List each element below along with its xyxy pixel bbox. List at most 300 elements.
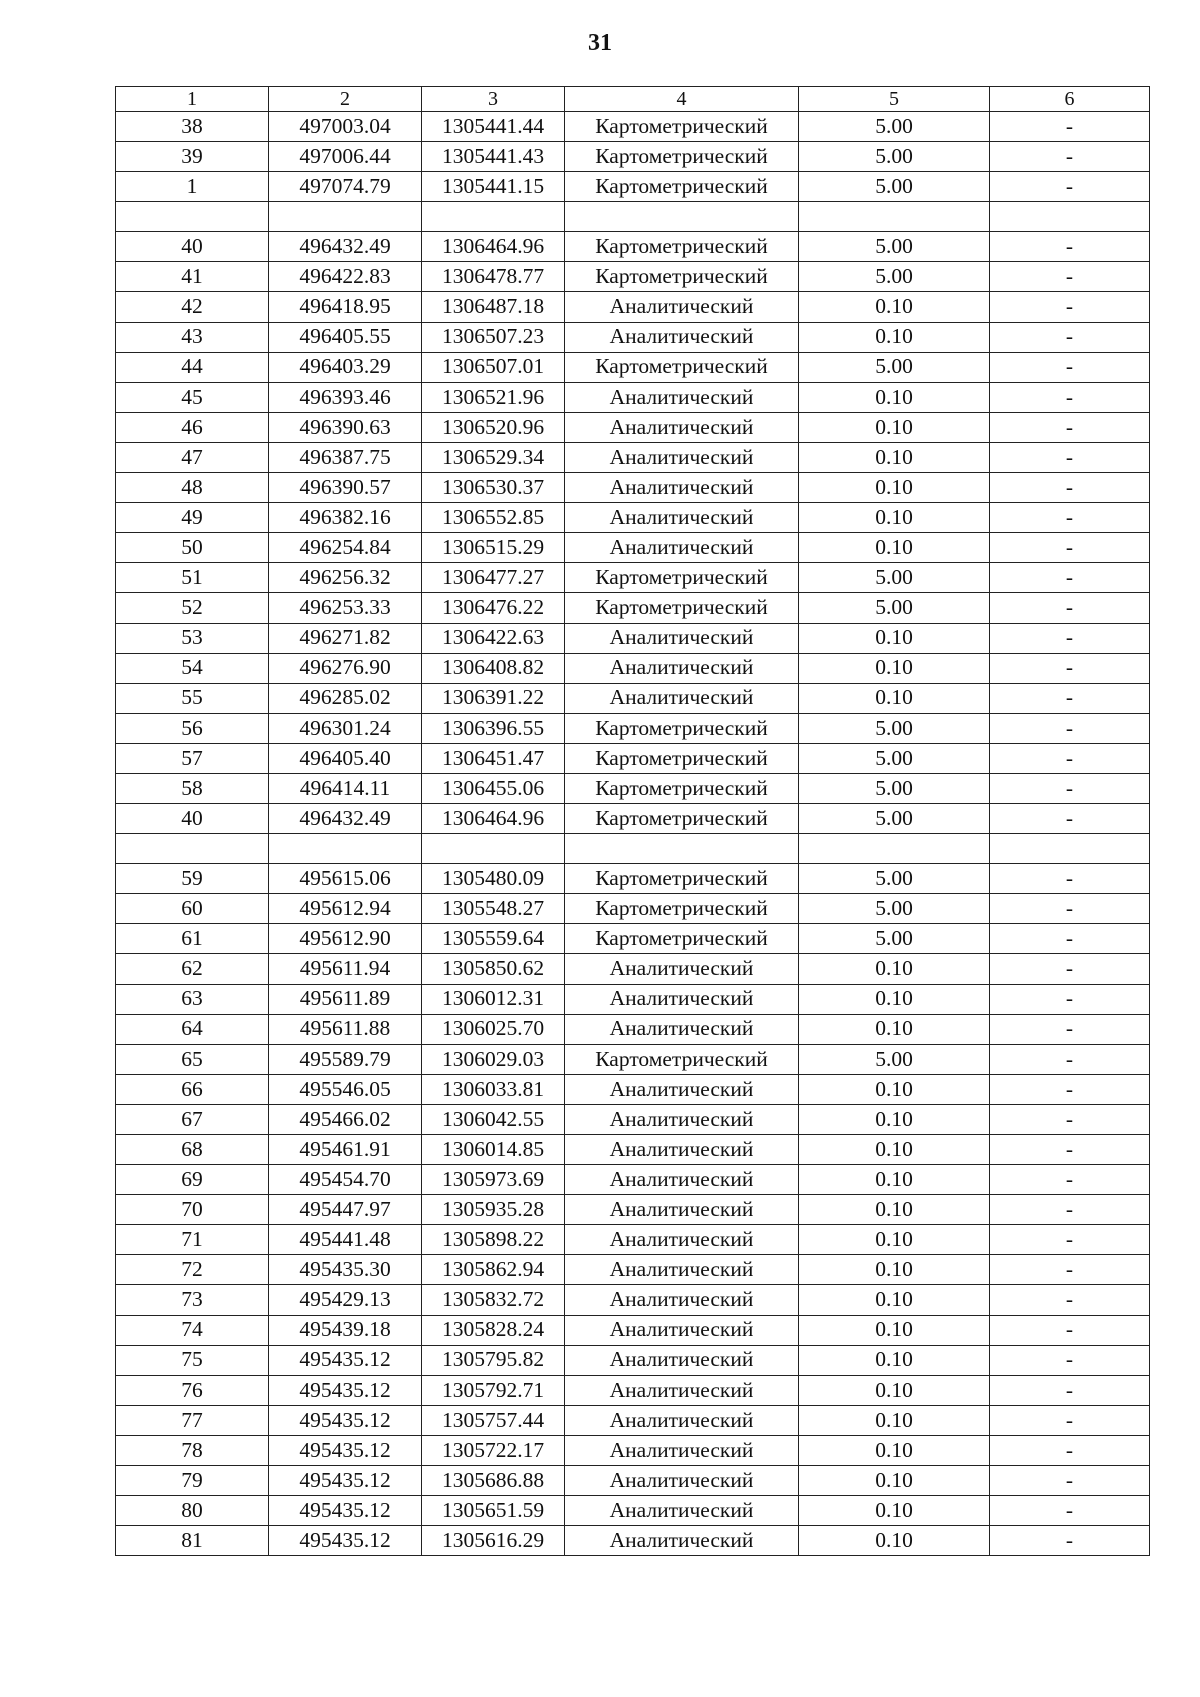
note-cell: - bbox=[990, 984, 1150, 1014]
note-cell: - bbox=[990, 773, 1150, 803]
note-cell: - bbox=[990, 653, 1150, 683]
point-number-cell bbox=[116, 202, 269, 232]
x-coordinate-cell: 495435.12 bbox=[269, 1526, 422, 1556]
x-coordinate-cell: 496382.16 bbox=[269, 503, 422, 533]
note-cell: - bbox=[990, 292, 1150, 322]
accuracy-cell: 5.00 bbox=[799, 924, 990, 954]
point-number-cell: 70 bbox=[116, 1195, 269, 1225]
method-cell: Аналитический bbox=[565, 533, 799, 563]
x-coordinate-cell: 495435.30 bbox=[269, 1255, 422, 1285]
accuracy-cell: 5.00 bbox=[799, 172, 990, 202]
y-coordinate-cell: 1305441.15 bbox=[422, 172, 565, 202]
point-number-cell: 66 bbox=[116, 1074, 269, 1104]
y-coordinate-cell: 1306507.23 bbox=[422, 322, 565, 352]
x-coordinate-cell: 495435.12 bbox=[269, 1435, 422, 1465]
note-cell: - bbox=[990, 1405, 1150, 1435]
x-coordinate-cell: 495461.91 bbox=[269, 1135, 422, 1165]
point-number-cell: 52 bbox=[116, 593, 269, 623]
table-row bbox=[116, 1345, 1150, 1375]
accuracy-cell: 0.10 bbox=[799, 442, 990, 472]
table-header-row bbox=[116, 87, 1150, 112]
y-coordinate-cell: 1305616.29 bbox=[422, 1526, 565, 1556]
y-coordinate-cell: 1306552.85 bbox=[422, 503, 565, 533]
note-cell: - bbox=[990, 473, 1150, 503]
table-row bbox=[116, 1225, 1150, 1255]
y-coordinate-cell: 1306476.22 bbox=[422, 593, 565, 623]
table-row bbox=[116, 623, 1150, 653]
note-cell bbox=[990, 834, 1150, 864]
x-coordinate-cell: 495439.18 bbox=[269, 1315, 422, 1345]
x-coordinate-cell: 495435.12 bbox=[269, 1375, 422, 1405]
y-coordinate-cell: 1305862.94 bbox=[422, 1255, 565, 1285]
method-cell: Картометрический bbox=[565, 112, 799, 142]
note-cell bbox=[990, 202, 1150, 232]
table-row bbox=[116, 1405, 1150, 1435]
point-number-cell: 69 bbox=[116, 1165, 269, 1195]
x-coordinate-cell: 496256.32 bbox=[269, 563, 422, 593]
x-coordinate-cell: 495615.06 bbox=[269, 864, 422, 894]
y-coordinate-cell: 1305441.44 bbox=[422, 112, 565, 142]
point-number-cell: 65 bbox=[116, 1044, 269, 1074]
x-coordinate-cell: 495441.48 bbox=[269, 1225, 422, 1255]
accuracy-cell: 5.00 bbox=[799, 713, 990, 743]
table-spacer-row bbox=[116, 202, 1150, 232]
table-row bbox=[116, 232, 1150, 262]
x-coordinate-cell: 497003.04 bbox=[269, 112, 422, 142]
note-cell: - bbox=[990, 804, 1150, 834]
point-number-cell: 50 bbox=[116, 533, 269, 563]
note-cell: - bbox=[990, 503, 1150, 533]
accuracy-cell: 0.10 bbox=[799, 1466, 990, 1496]
accuracy-cell: 0.10 bbox=[799, 1014, 990, 1044]
method-cell: Аналитический bbox=[565, 1375, 799, 1405]
point-number-cell: 54 bbox=[116, 653, 269, 683]
accuracy-cell: 0.10 bbox=[799, 683, 990, 713]
y-coordinate-cell: 1306451.47 bbox=[422, 743, 565, 773]
method-cell: Аналитический bbox=[565, 1104, 799, 1134]
accuracy-cell: 5.00 bbox=[799, 352, 990, 382]
x-coordinate-cell: 495611.89 bbox=[269, 984, 422, 1014]
x-coordinate-cell: 497006.44 bbox=[269, 142, 422, 172]
method-cell: Аналитический bbox=[565, 1466, 799, 1496]
note-cell: - bbox=[990, 713, 1150, 743]
table-row bbox=[116, 442, 1150, 472]
method-cell: Аналитический bbox=[565, 503, 799, 533]
y-coordinate-cell: 1305850.62 bbox=[422, 954, 565, 984]
note-cell: - bbox=[990, 1135, 1150, 1165]
point-number-cell: 72 bbox=[116, 1255, 269, 1285]
accuracy-cell: 0.10 bbox=[799, 382, 990, 412]
note-cell: - bbox=[990, 1195, 1150, 1225]
y-coordinate-cell bbox=[422, 202, 565, 232]
note-cell: - bbox=[990, 1074, 1150, 1104]
point-number-cell: 60 bbox=[116, 894, 269, 924]
point-number-cell: 42 bbox=[116, 292, 269, 322]
y-coordinate-cell: 1306487.18 bbox=[422, 292, 565, 322]
table-row bbox=[116, 142, 1150, 172]
y-coordinate-cell: 1306529.34 bbox=[422, 442, 565, 472]
point-number-cell: 51 bbox=[116, 563, 269, 593]
x-coordinate-cell: 496393.46 bbox=[269, 382, 422, 412]
point-number-cell: 38 bbox=[116, 112, 269, 142]
method-cell: Картометрический bbox=[565, 894, 799, 924]
accuracy-cell: 5.00 bbox=[799, 773, 990, 803]
table-row bbox=[116, 1285, 1150, 1315]
table-row bbox=[116, 382, 1150, 412]
y-coordinate-cell: 1306029.03 bbox=[422, 1044, 565, 1074]
table-row bbox=[116, 713, 1150, 743]
method-cell: Картометрический bbox=[565, 804, 799, 834]
y-coordinate-cell: 1305559.64 bbox=[422, 924, 565, 954]
note-cell: - bbox=[990, 172, 1150, 202]
table-row bbox=[116, 593, 1150, 623]
y-coordinate-cell: 1306391.22 bbox=[422, 683, 565, 713]
x-coordinate-cell: 496422.83 bbox=[269, 262, 422, 292]
point-number-cell: 48 bbox=[116, 473, 269, 503]
method-cell: Аналитический bbox=[565, 984, 799, 1014]
x-coordinate-cell: 496254.84 bbox=[269, 533, 422, 563]
x-coordinate-cell: 496403.29 bbox=[269, 352, 422, 382]
table-row bbox=[116, 683, 1150, 713]
point-number-cell bbox=[116, 834, 269, 864]
accuracy-cell: 0.10 bbox=[799, 1225, 990, 1255]
x-coordinate-cell: 495546.05 bbox=[269, 1074, 422, 1104]
x-coordinate-cell: 495612.94 bbox=[269, 894, 422, 924]
point-number-cell: 56 bbox=[116, 713, 269, 743]
x-coordinate-cell bbox=[269, 834, 422, 864]
accuracy-cell: 0.10 bbox=[799, 1526, 990, 1556]
note-cell: - bbox=[990, 1285, 1150, 1315]
y-coordinate-cell: 1306507.01 bbox=[422, 352, 565, 382]
accuracy-cell: 5.00 bbox=[799, 232, 990, 262]
x-coordinate-cell: 495589.79 bbox=[269, 1044, 422, 1074]
y-coordinate-cell: 1305651.59 bbox=[422, 1496, 565, 1526]
note-cell: - bbox=[990, 352, 1150, 382]
table-row bbox=[116, 1195, 1150, 1225]
point-number-cell: 1 bbox=[116, 172, 269, 202]
y-coordinate-cell: 1306477.27 bbox=[422, 563, 565, 593]
accuracy-cell: 0.10 bbox=[799, 1375, 990, 1405]
point-number-cell: 75 bbox=[116, 1345, 269, 1375]
x-coordinate-cell: 495466.02 bbox=[269, 1104, 422, 1134]
accuracy-cell bbox=[799, 202, 990, 232]
method-cell: Аналитический bbox=[565, 653, 799, 683]
method-cell bbox=[565, 202, 799, 232]
point-number-cell: 79 bbox=[116, 1466, 269, 1496]
y-coordinate-cell: 1306530.37 bbox=[422, 473, 565, 503]
point-number-cell: 39 bbox=[116, 142, 269, 172]
table-row bbox=[116, 503, 1150, 533]
point-number-cell: 78 bbox=[116, 1435, 269, 1465]
x-coordinate-cell: 496432.49 bbox=[269, 232, 422, 262]
note-cell: - bbox=[990, 382, 1150, 412]
note-cell: - bbox=[990, 593, 1150, 623]
method-cell: Аналитический bbox=[565, 683, 799, 713]
accuracy-cell: 0.10 bbox=[799, 322, 990, 352]
method-cell: Аналитический bbox=[565, 1014, 799, 1044]
method-cell: Картометрический bbox=[565, 352, 799, 382]
note-cell: - bbox=[990, 1225, 1150, 1255]
note-cell: - bbox=[990, 1315, 1150, 1345]
y-coordinate-cell: 1305795.82 bbox=[422, 1345, 565, 1375]
method-cell: Аналитический bbox=[565, 1285, 799, 1315]
accuracy-cell: 0.10 bbox=[799, 1315, 990, 1345]
coordinates-table-body bbox=[116, 87, 1150, 1556]
note-cell: - bbox=[990, 1345, 1150, 1375]
note-cell: - bbox=[990, 1375, 1150, 1405]
method-cell: Аналитический bbox=[565, 1496, 799, 1526]
accuracy-cell: 5.00 bbox=[799, 563, 990, 593]
method-cell: Аналитический bbox=[565, 1315, 799, 1345]
point-number-cell: 64 bbox=[116, 1014, 269, 1044]
method-cell: Картометрический bbox=[565, 142, 799, 172]
column-header-2: 2 bbox=[269, 87, 422, 112]
method-cell: Картометрический bbox=[565, 232, 799, 262]
page-number: 31 bbox=[588, 30, 612, 56]
method-cell: Аналитический bbox=[565, 1165, 799, 1195]
y-coordinate-cell: 1305480.09 bbox=[422, 864, 565, 894]
point-number-cell: 62 bbox=[116, 954, 269, 984]
method-cell: Картометрический bbox=[565, 262, 799, 292]
table-row bbox=[116, 1496, 1150, 1526]
table-row bbox=[116, 894, 1150, 924]
accuracy-cell: 0.10 bbox=[799, 1255, 990, 1285]
point-number-cell: 41 bbox=[116, 262, 269, 292]
table-row bbox=[116, 1044, 1150, 1074]
point-number-cell: 58 bbox=[116, 773, 269, 803]
point-number-cell: 49 bbox=[116, 503, 269, 533]
method-cell bbox=[565, 834, 799, 864]
method-cell: Картометрический bbox=[565, 864, 799, 894]
x-coordinate-cell: 496301.24 bbox=[269, 713, 422, 743]
note-cell: - bbox=[990, 1044, 1150, 1074]
point-number-cell: 47 bbox=[116, 442, 269, 472]
x-coordinate-cell: 496390.57 bbox=[269, 473, 422, 503]
method-cell: Аналитический bbox=[565, 1405, 799, 1435]
point-number-cell: 80 bbox=[116, 1496, 269, 1526]
x-coordinate-cell: 495435.12 bbox=[269, 1496, 422, 1526]
y-coordinate-cell: 1305792.71 bbox=[422, 1375, 565, 1405]
x-coordinate-cell: 496387.75 bbox=[269, 442, 422, 472]
y-coordinate-cell: 1305832.72 bbox=[422, 1285, 565, 1315]
method-cell: Картометрический bbox=[565, 924, 799, 954]
note-cell: - bbox=[990, 232, 1150, 262]
x-coordinate-cell: 496271.82 bbox=[269, 623, 422, 653]
table-row bbox=[116, 773, 1150, 803]
x-coordinate-cell: 496285.02 bbox=[269, 683, 422, 713]
accuracy-cell: 5.00 bbox=[799, 1044, 990, 1074]
point-number-cell: 40 bbox=[116, 232, 269, 262]
note-cell: - bbox=[990, 1435, 1150, 1465]
x-coordinate-cell: 496390.63 bbox=[269, 412, 422, 442]
table-row bbox=[116, 292, 1150, 322]
method-cell: Аналитический bbox=[565, 1435, 799, 1465]
point-number-cell: 76 bbox=[116, 1375, 269, 1405]
point-number-cell: 81 bbox=[116, 1526, 269, 1556]
point-number-cell: 57 bbox=[116, 743, 269, 773]
method-cell: Аналитический bbox=[565, 412, 799, 442]
column-header-6: 6 bbox=[990, 87, 1150, 112]
x-coordinate-cell: 496432.49 bbox=[269, 804, 422, 834]
point-number-cell: 61 bbox=[116, 924, 269, 954]
note-cell: - bbox=[990, 563, 1150, 593]
note-cell: - bbox=[990, 1104, 1150, 1134]
accuracy-cell: 5.00 bbox=[799, 804, 990, 834]
table-row bbox=[116, 112, 1150, 142]
note-cell: - bbox=[990, 743, 1150, 773]
table-row bbox=[116, 1104, 1150, 1134]
x-coordinate-cell: 495429.13 bbox=[269, 1285, 422, 1315]
table-row bbox=[116, 984, 1150, 1014]
column-header-4: 4 bbox=[565, 87, 799, 112]
method-cell: Картометрический bbox=[565, 713, 799, 743]
table-row bbox=[116, 322, 1150, 352]
accuracy-cell: 5.00 bbox=[799, 743, 990, 773]
x-coordinate-cell: 496414.11 bbox=[269, 773, 422, 803]
accuracy-cell: 0.10 bbox=[799, 623, 990, 653]
table-row bbox=[116, 262, 1150, 292]
accuracy-cell: 0.10 bbox=[799, 984, 990, 1014]
x-coordinate-cell: 495435.12 bbox=[269, 1466, 422, 1496]
table-row bbox=[116, 172, 1150, 202]
x-coordinate-cell: 495611.94 bbox=[269, 954, 422, 984]
y-coordinate-cell: 1306025.70 bbox=[422, 1014, 565, 1044]
x-coordinate-cell: 496418.95 bbox=[269, 292, 422, 322]
y-coordinate-cell: 1306455.06 bbox=[422, 773, 565, 803]
y-coordinate-cell: 1305828.24 bbox=[422, 1315, 565, 1345]
x-coordinate-cell bbox=[269, 202, 422, 232]
y-coordinate-cell bbox=[422, 834, 565, 864]
x-coordinate-cell: 495454.70 bbox=[269, 1165, 422, 1195]
note-cell: - bbox=[990, 322, 1150, 352]
y-coordinate-cell: 1305548.27 bbox=[422, 894, 565, 924]
method-cell: Картометрический bbox=[565, 1044, 799, 1074]
method-cell: Аналитический bbox=[565, 1225, 799, 1255]
method-cell: Аналитический bbox=[565, 623, 799, 653]
x-coordinate-cell: 497074.79 bbox=[269, 172, 422, 202]
column-header-1: 1 bbox=[116, 87, 269, 112]
accuracy-cell: 5.00 bbox=[799, 142, 990, 172]
table-row bbox=[116, 653, 1150, 683]
method-cell: Аналитический bbox=[565, 322, 799, 352]
point-number-cell: 44 bbox=[116, 352, 269, 382]
y-coordinate-cell: 1306408.82 bbox=[422, 653, 565, 683]
table-row bbox=[116, 743, 1150, 773]
point-number-cell: 59 bbox=[116, 864, 269, 894]
x-coordinate-cell: 495612.90 bbox=[269, 924, 422, 954]
accuracy-cell: 5.00 bbox=[799, 262, 990, 292]
y-coordinate-cell: 1306396.55 bbox=[422, 713, 565, 743]
y-coordinate-cell: 1305686.88 bbox=[422, 1466, 565, 1496]
y-coordinate-cell: 1306033.81 bbox=[422, 1074, 565, 1104]
method-cell: Аналитический bbox=[565, 1526, 799, 1556]
table-row bbox=[116, 1526, 1150, 1556]
point-number-cell: 77 bbox=[116, 1405, 269, 1435]
y-coordinate-cell: 1306012.31 bbox=[422, 984, 565, 1014]
accuracy-cell: 0.10 bbox=[799, 412, 990, 442]
column-header-5: 5 bbox=[799, 87, 990, 112]
note-cell: - bbox=[990, 894, 1150, 924]
method-cell: Аналитический bbox=[565, 473, 799, 503]
note-cell: - bbox=[990, 112, 1150, 142]
table-row bbox=[116, 954, 1150, 984]
accuracy-cell bbox=[799, 834, 990, 864]
note-cell: - bbox=[990, 683, 1150, 713]
point-number-cell: 63 bbox=[116, 984, 269, 1014]
method-cell: Аналитический bbox=[565, 292, 799, 322]
accuracy-cell: 5.00 bbox=[799, 864, 990, 894]
accuracy-cell: 0.10 bbox=[799, 1345, 990, 1375]
y-coordinate-cell: 1305757.44 bbox=[422, 1405, 565, 1435]
table-row bbox=[116, 1435, 1150, 1465]
method-cell: Аналитический bbox=[565, 1195, 799, 1225]
accuracy-cell: 0.10 bbox=[799, 954, 990, 984]
y-coordinate-cell: 1306014.85 bbox=[422, 1135, 565, 1165]
method-cell: Аналитический bbox=[565, 1255, 799, 1285]
accuracy-cell: 0.10 bbox=[799, 1074, 990, 1104]
y-coordinate-cell: 1306515.29 bbox=[422, 533, 565, 563]
note-cell: - bbox=[990, 864, 1150, 894]
accuracy-cell: 0.10 bbox=[799, 1435, 990, 1465]
point-number-cell: 45 bbox=[116, 382, 269, 412]
accuracy-cell: 0.10 bbox=[799, 1104, 990, 1134]
column-header-3: 3 bbox=[422, 87, 565, 112]
table-spacer-row bbox=[116, 834, 1150, 864]
note-cell: - bbox=[990, 954, 1150, 984]
accuracy-cell: 0.10 bbox=[799, 292, 990, 322]
point-number-cell: 55 bbox=[116, 683, 269, 713]
accuracy-cell: 0.10 bbox=[799, 1195, 990, 1225]
table-row bbox=[116, 1255, 1150, 1285]
coordinates-table bbox=[115, 86, 1150, 1556]
method-cell: Аналитический bbox=[565, 1345, 799, 1375]
y-coordinate-cell: 1306464.96 bbox=[422, 804, 565, 834]
y-coordinate-cell: 1305935.28 bbox=[422, 1195, 565, 1225]
note-cell: - bbox=[990, 442, 1150, 472]
accuracy-cell: 5.00 bbox=[799, 593, 990, 623]
table-row bbox=[116, 1014, 1150, 1044]
note-cell: - bbox=[990, 1165, 1150, 1195]
note-cell: - bbox=[990, 924, 1150, 954]
point-number-cell: 68 bbox=[116, 1135, 269, 1165]
x-coordinate-cell: 496276.90 bbox=[269, 653, 422, 683]
point-number-cell: 71 bbox=[116, 1225, 269, 1255]
method-cell: Аналитический bbox=[565, 1135, 799, 1165]
method-cell: Картометрический bbox=[565, 172, 799, 202]
method-cell: Аналитический bbox=[565, 382, 799, 412]
table-row bbox=[116, 563, 1150, 593]
y-coordinate-cell: 1306422.63 bbox=[422, 623, 565, 653]
table-row bbox=[116, 1315, 1150, 1345]
point-number-cell: 73 bbox=[116, 1285, 269, 1315]
method-cell: Картометрический bbox=[565, 773, 799, 803]
accuracy-cell: 0.10 bbox=[799, 473, 990, 503]
y-coordinate-cell: 1305722.17 bbox=[422, 1435, 565, 1465]
x-coordinate-cell: 496253.33 bbox=[269, 593, 422, 623]
method-cell: Аналитический bbox=[565, 442, 799, 472]
accuracy-cell: 0.10 bbox=[799, 503, 990, 533]
table-row bbox=[116, 1375, 1150, 1405]
y-coordinate-cell: 1306478.77 bbox=[422, 262, 565, 292]
y-coordinate-cell: 1305441.43 bbox=[422, 142, 565, 172]
point-number-cell: 46 bbox=[116, 412, 269, 442]
table-row bbox=[116, 1466, 1150, 1496]
table-row bbox=[116, 1165, 1150, 1195]
table-row bbox=[116, 1074, 1150, 1104]
accuracy-cell: 0.10 bbox=[799, 1285, 990, 1315]
table-row bbox=[116, 804, 1150, 834]
note-cell: - bbox=[990, 1255, 1150, 1285]
